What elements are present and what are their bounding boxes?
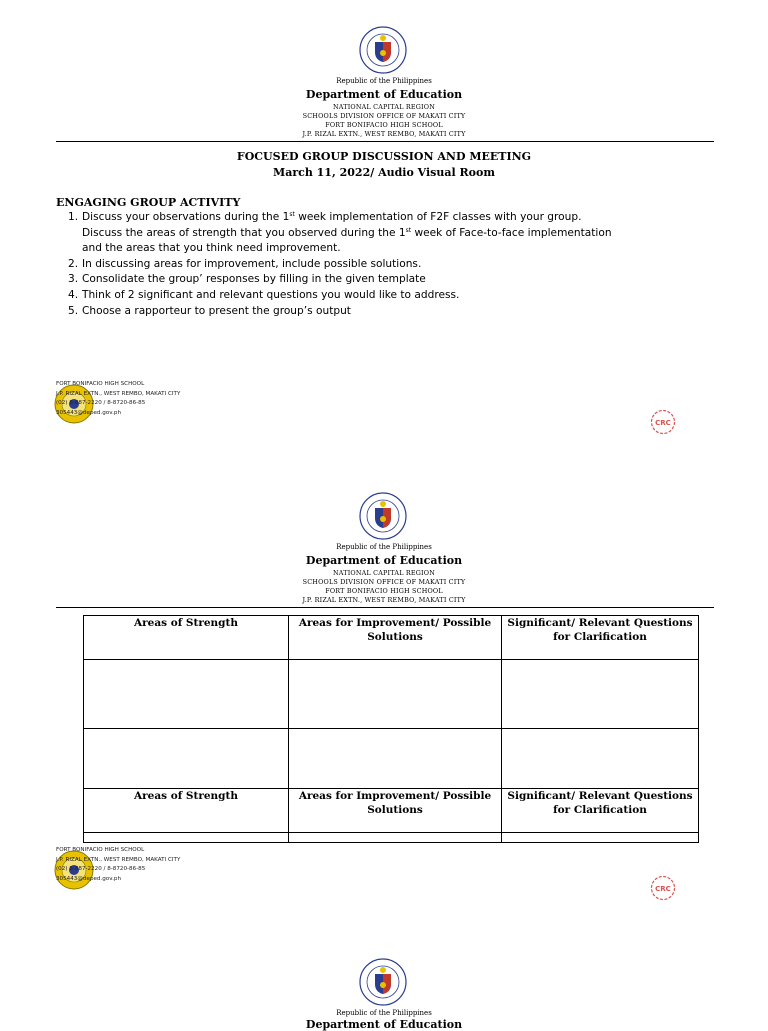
svg-text:CRC: CRC [655,419,671,427]
deped-seal-icon [359,958,407,1006]
footer-address: J.P. RIZAL EXTN., WEST REMBO, MAKATI CITY [56,856,181,863]
republic-text: Republic of the Philippines [336,1009,432,1017]
footer-address: J.P. RIZAL EXTN., WEST REMBO, MAKATI CITY [56,390,181,397]
svg-text:CRC: CRC [655,885,671,893]
activity-heading: ENGAGING GROUP ACTIVITY [56,196,241,209]
footer-school: FORT BONIFACIO HIGH SCHOOL [56,381,145,387]
division-text: SCHOOLS DIVISION OFFICE OF MAKATI CITY [302,112,466,120]
header-questions: Significant/ Relevant Questions for Clarification [502,789,699,833]
department-title: Department of Education [305,88,463,101]
republic-text: Republic of the Philippines [336,543,432,551]
header-areas-of-strength: Areas of Strength [84,789,289,833]
region-text: NATIONAL CAPITAL REGION [332,569,436,577]
list-item: 1. Discuss your observations during the 1st week implementation of F2F classes with your group. [68,211,582,223]
list-item-continuation: Discuss the areas of strength that you observed during the 1st week of Face-to-face implementation [82,226,612,239]
list-item: 3. Consolidate the group’ responses by filling in the given template [68,273,426,286]
department-title: Department of Education [305,554,463,567]
header-questions: Significant/ Relevant Questions for Clarification [502,616,699,660]
footer-email: 305443@deped.gov.ph [56,409,121,416]
list-item: 4. Think of 2 significant and relevant questions you would like to address. [68,288,460,301]
header-areas-for-improvement: Areas for Improvement/ Possible Solutions [289,616,502,660]
division-text: SCHOOLS DIVISION OFFICE OF MAKATI CITY [302,578,466,586]
address-text: J.P. RIZAL EXTN., WEST REMBO, MAKATI CITY [302,130,466,138]
list-item: 2. In discussing areas for improvement, include possible solutions. [68,257,422,270]
footer-phone: (02) 8-887-2220 / 8-8720-86-85 [56,866,146,873]
header-areas-of-strength: Areas of Strength [84,616,289,660]
school-text: FORT BONIFACIO HIGH SCHOOL [325,121,443,129]
school-text: FORT BONIFACIO HIGH SCHOOL [325,587,443,595]
event-title: FOCUSED GROUP DISCUSSION AND MEETING [236,150,532,163]
footer-phone: (02) 8-887-2220 / 8-8720-86-85 [56,400,146,407]
republic-text: Republic of the Philippines [336,77,432,85]
list-item: 5. Choose a rapporteur to present the group’s output [68,304,351,317]
list-item-continuation: and the areas that you think need improvement. [82,242,341,255]
address-text: J.P. RIZAL EXTN., WEST REMBO, MAKATI CITY [302,596,466,604]
header-areas-for-improvement: Areas for Improvement/ Possible Solutions [289,789,502,833]
footer-school: FORT BONIFACIO HIGH SCHOOL [56,847,145,853]
department-title: Department of Education [305,1018,463,1031]
region-text: NATIONAL CAPITAL REGION [332,103,436,111]
event-date: March 11, 2022/ Audio Visual Room [273,166,495,179]
footer-email: 305443@deped.gov.ph [56,875,121,882]
